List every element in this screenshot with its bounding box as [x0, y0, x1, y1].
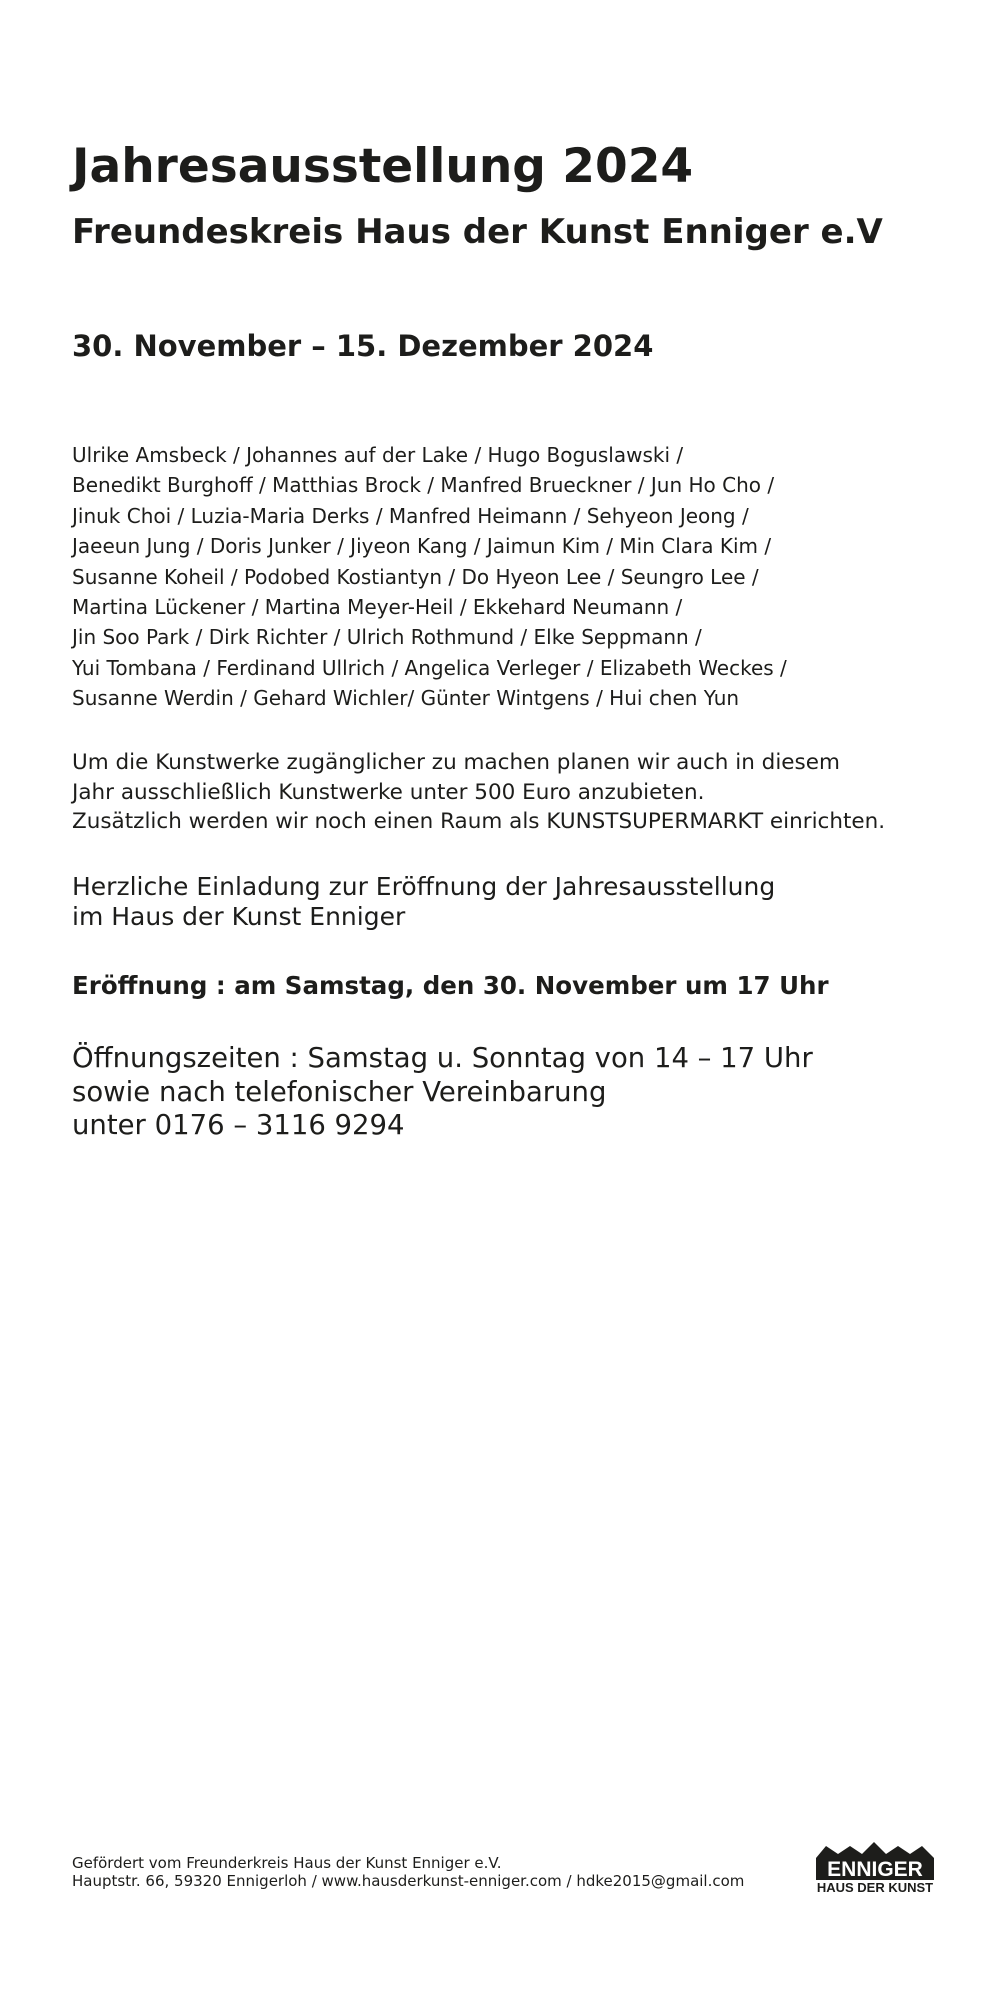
invitation-line: Herzliche Einladung zur Eröffnung der Jahresausstellung [72, 872, 776, 901]
artist-line: Susanne Koheil / Podobed Kostiantyn / Do Hyeon Lee / Seungro Lee / [72, 564, 759, 589]
artist-line: Jin Soo Park / Dirk Richter / Ulrich Rothmund / Elke Seppmann / [72, 625, 702, 650]
intro-line: Zusätzlich werden wir noch einen Raum als KUNSTSUPERMARKT einrichten. [72, 809, 886, 834]
invitation-line: im Haus der Kunst Enniger [72, 902, 406, 931]
invitation-paragraph [72, 872, 775, 932]
artist-line: Martina Lückener / Martina Meyer-Heil / Ekkehard Neumann / [72, 595, 683, 620]
footer-sponsor: Gefördert vom Freunderkreis Haus der Kunst Enniger e.V. [72, 1854, 502, 1872]
logo-wordmark: ENNIGER [827, 1858, 923, 1880]
artist-line: Benedikt Burghoff / Matthias Brock / Manfred Brueckner / Jun Ho Cho / [72, 473, 775, 498]
hours-line: Öffnungszeiten : Samstag u. Sonntag von 14 – 17 Uhr [72, 1042, 813, 1074]
hours-line: sowie nach telefonischer Vereinbarung [72, 1075, 607, 1108]
artist-line: Ulrike Amsbeck / Johannes auf der Lake / Hugo Boguslawski / [72, 443, 684, 467]
artist-line: Jaeeun Jung / Doris Junker / Jiyeon Kang / Jaimun Kim / Min Clara Kim / [72, 534, 772, 559]
hours-line: unter 0176 – 3116 9294 [72, 1109, 405, 1141]
organizer-subtitle: Freundeskreis Haus der Kunst Enniger e.V [72, 212, 883, 252]
enniger-logo [816, 1838, 934, 1896]
artist-line: Yui Tombana / Ferdinand Ullrich / Angelica Verleger / Elizabeth Weckes / [72, 655, 787, 680]
opening-info: Eröffnung : am Samstag, den 30. November um 17 Uhr [72, 971, 829, 1000]
footer-info [72, 1854, 744, 1890]
logo-subtitle: HAUS DER KUNST [816, 1880, 934, 1895]
intro-line: Um die Kunstwerke zugänglicher zu machen planen wir auch in diesem [72, 750, 840, 775]
page-title: Jahresausstellung 2024 [72, 139, 694, 194]
artist-list [72, 440, 787, 714]
intro-paragraph [72, 748, 885, 837]
artist-line: Jinuk Choi / Luzia-Maria Derks / Manfred Heimann / Sehyeon Jeong / [72, 503, 749, 528]
exhibition-dates: 30. November – 15. Dezember 2024 [72, 329, 654, 363]
artist-line: Susanne Werdin / Gehard Wichler/ Günter Wintgens / Hui chen Yun [72, 686, 740, 711]
footer-contact: Hauptstr. 66, 59320 Ennigerloh / www.hausderkunst-enniger.com / hdke2015@gmail.com [72, 1872, 745, 1890]
intro-line: Jahr ausschließlich Kunstwerke unter 500 Euro anzubieten. [72, 779, 705, 805]
logo-house-mark [816, 1838, 934, 1880]
opening-hours [72, 1042, 813, 1143]
